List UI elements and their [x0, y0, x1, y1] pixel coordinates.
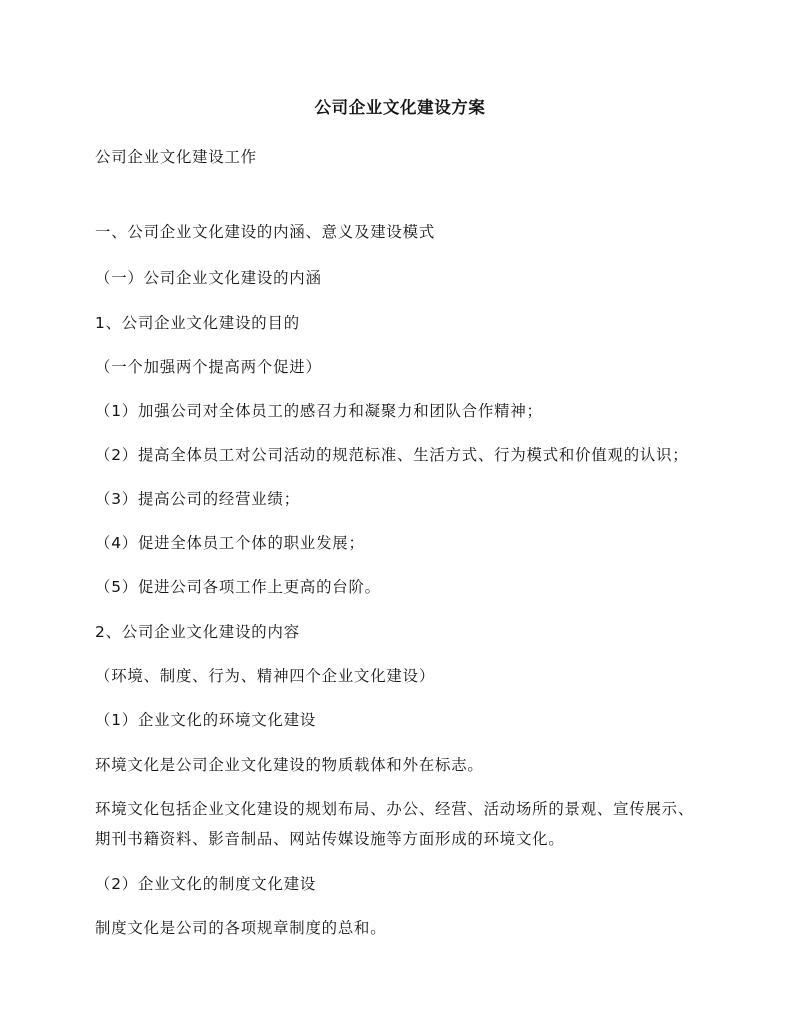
subsection-heading: （一）公司企业文化建设的内涵 [95, 269, 322, 287]
list-item: （2）提高全体员工对公司活动的规范标准、生活方式、行为模式和价值观的认识； [95, 446, 689, 464]
list-item: （1）企业文化的环境文化建设 [95, 711, 317, 729]
item-heading: 1、公司企业文化建设的目的 [95, 314, 300, 332]
paragraph-subtitle: 公司企业文化建设工作 [95, 148, 257, 166]
paragraph [95, 794, 694, 854]
list-item: （5）促进公司各项工作上更高的台阶。 [95, 578, 381, 596]
paragraph: （环境、制度、行为、精神四个企业文化建设） [95, 667, 436, 685]
paragraph: 环境文化是公司企业文化建设的物质载体和外在标志。 [95, 756, 484, 774]
item-heading: 2、公司企业文化建设的内容 [95, 623, 300, 641]
list-item: （1）加强公司对全体员工的感召力和凝聚力和团队合作精神； [95, 402, 543, 420]
list-item: （3）提高公司的经营业绩； [95, 490, 300, 508]
document-title: 公司企业文化建设方案 [314, 98, 486, 117]
list-item: （4）促进全体员工个体的职业发展； [95, 534, 365, 552]
list-item: （2）企业文化的制度文化建设 [95, 875, 317, 893]
section-heading: 一、公司企业文化建设的内涵、意义及建设模式 [95, 223, 436, 241]
paragraph: 制度文化是公司的各项规章制度的总和。 [95, 919, 387, 937]
paragraph-line: 环境文化包括企业文化建设的规划布局、办公、经营、活动场所的景观、宣传展示、 [95, 800, 695, 818]
paragraph: （一个加强两个提高两个促进） [95, 358, 322, 376]
paragraph-line: 期刊书籍资料、影音制品、网站传媒设施等方面形成的环境文化。 [95, 830, 565, 848]
